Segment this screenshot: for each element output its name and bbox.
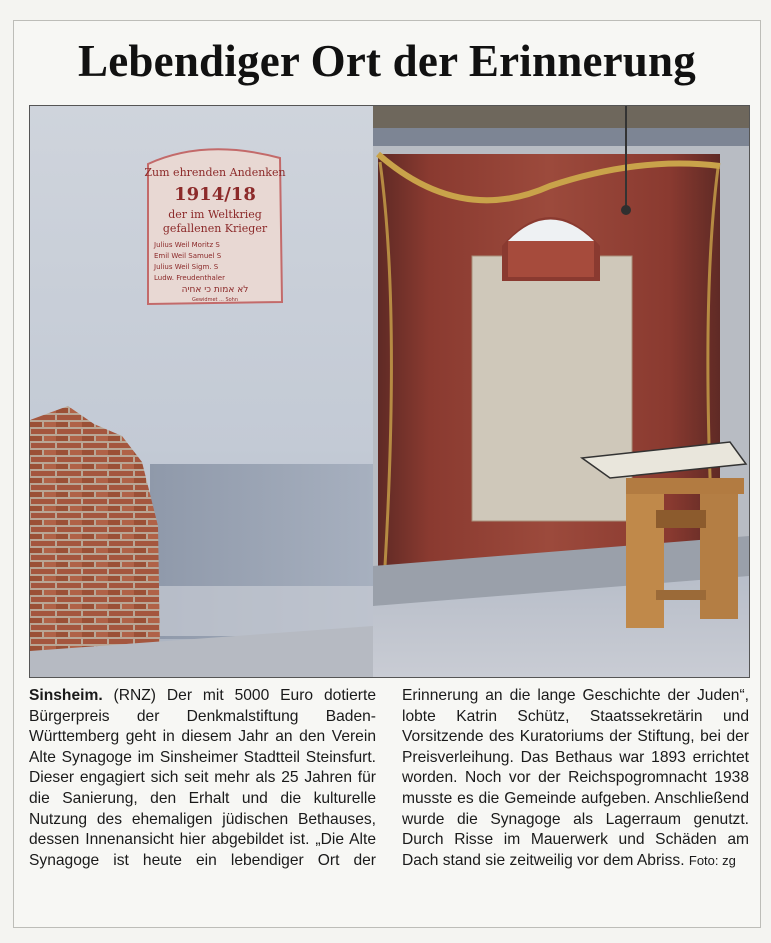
plaque-name-1: Julius Weil Moritz S	[154, 241, 220, 249]
memorial-plaque	[144, 149, 285, 304]
article-body	[29, 686, 749, 916]
plaque-line-1: Zum ehrenden Andenken	[144, 166, 286, 179]
plaque-name-4: Ludw. Freudenthaler	[154, 274, 225, 282]
torah-niche-wall	[472, 256, 632, 521]
headline: Lebendiger Ort der Erinnerung	[78, 36, 696, 86]
body-copy: (RNZ) Der mit 5000 Euro dotierte Bürgerpreis der Denkmalstiftung Baden-Württemberg geht in diesem Jahr an den Verein Alte Synagoge im Sinsheimer Stadtteil Steinsfurt. Dieser engagiert sich seit mehr als 25 Jahren für die Sanierung, den Erhalt und die kulturelle Nutzung des ehemaligen jüdischen Bethauses, dessen Innenansicht hier abgebildet ist. „Die Alte Synagoge ist heute ein lebendiger Ort der Erinnerung an die lange Geschichte der Juden“, lobte Katrin Schütz, Staatssekretärin und Vorsitzende des Kuratoriums der Stiftung, bei der Preisverleihung. Das Bethaus war 1893 errichtet worden. Noch vor der Reichspogromnacht 1938 musste es die Gemeinde aufgeben. Anschließend wurde die Synagoge als Lagerraum genutzt. Durch Risse im Mauerwerk und Schäden am Dach stand sie zeitweilig vor dem Abriss.	[29, 687, 749, 869]
dateline: Sinsheim.	[29, 687, 103, 704]
photo-credit: Foto: zg	[688, 852, 736, 868]
synagogue-interior-photo	[29, 105, 750, 678]
plaque-name-3: Julius Weil Sigm. S	[154, 263, 219, 271]
newspaper-clipping	[13, 20, 761, 928]
plaque-line-2: 1914/18	[174, 184, 256, 205]
lamp	[621, 205, 631, 215]
plaque-hebrew: לא אמות כי אחיה	[181, 285, 249, 295]
plaque-line-3: der im Weltkrieg	[168, 208, 262, 221]
plaque-footer: Gewidmet ... Sohn	[191, 297, 239, 303]
plaque-name-2: Emil Weil Samuel S	[154, 252, 222, 260]
plaque-line-4: gefallenen Krieger	[162, 222, 268, 235]
